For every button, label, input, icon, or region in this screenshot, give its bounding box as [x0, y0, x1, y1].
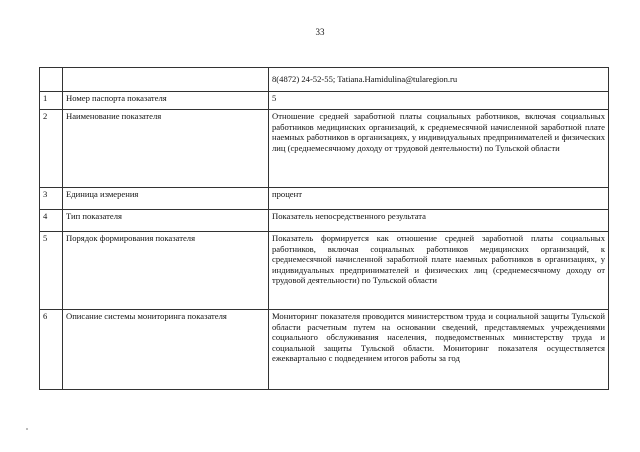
row-number: 2 — [40, 110, 63, 188]
field-name: Наименование показателя — [63, 110, 269, 188]
field-value: Показатель формируется как отношение средней заработной платы социальных работников, включая социальных работников медицинских организаций, к среднемесячной начисленной заработной плате наемных работников в организациях, у индивидуальных предпринимателей и физических лиц (среднемесячному доходу от трудовой деятельности) по Тульской области — [269, 232, 609, 310]
indicator-passport-table — [39, 67, 609, 390]
field-value: Отношение средней заработной платы социальных работников, включая социальных работников медицинских организаций, к среднемесячной начисленной заработной плате наемных работников в организациях, у индивидуальных предпринимателей и физических лиц (среднемесячному доходу от трудовой деятельности) по Тульской области — [269, 110, 609, 188]
field-value: процент — [269, 188, 609, 210]
contact-info: 8(4872) 24-52-55; Tatiana.Hamidulina@tularegion.ru — [269, 68, 609, 92]
field-name: Описание системы мониторинга показателя — [63, 310, 269, 390]
field-value: Мониторинг показателя проводится министерством труда и социальной защиты Тульской области расчетным путем на основании сведений, представляемых учреждениями социального обслуживания населения, подведомственных министерству труда и социальной защиты Тульской области. Мониторинг показателя осуществляется ежеквартально с подведением итогов работы за год — [269, 310, 609, 390]
scan-mark — [26, 428, 28, 430]
table-row — [40, 188, 609, 210]
table-row — [40, 232, 609, 310]
table-row — [40, 210, 609, 232]
field-name: Тип показателя — [63, 210, 269, 232]
table-row — [40, 92, 609, 110]
table-row — [40, 310, 609, 390]
contact-row — [40, 68, 609, 92]
field-name — [63, 68, 269, 92]
row-number: 6 — [40, 310, 63, 390]
row-number: 4 — [40, 210, 63, 232]
table-row — [40, 110, 609, 188]
field-value: 5 — [269, 92, 609, 110]
field-name: Номер паспорта показателя — [63, 92, 269, 110]
row-number: 1 — [40, 92, 63, 110]
row-number: 3 — [40, 188, 63, 210]
field-name: Порядок формирования показателя — [63, 232, 269, 310]
row-number: 5 — [40, 232, 63, 310]
field-value: Показатель непосредственного результата — [269, 210, 609, 232]
page-number: 33 — [315, 27, 325, 37]
row-number — [40, 68, 63, 92]
field-name: Единица измерения — [63, 188, 269, 210]
